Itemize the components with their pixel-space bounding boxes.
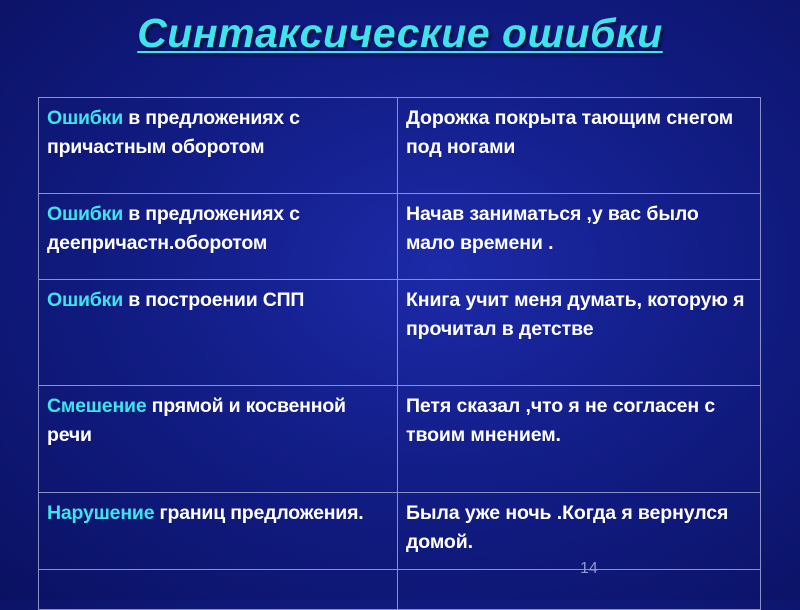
example-cell: Начав заниматься ,у вас было мало времени . <box>398 194 761 280</box>
example-cell: Была уже ночь .Когда я вернулся домой. <box>398 493 761 570</box>
error-type-cell <box>39 194 398 280</box>
example-cell: Дорожка покрыта тающим снегом под ногами <box>398 98 761 194</box>
table-row <box>39 570 761 610</box>
error-type-text: в построении СПП <box>123 289 305 311</box>
page-number: 14 <box>580 560 598 577</box>
error-type-cell <box>39 386 398 493</box>
example-cell: Книга учит меня думать, которую я прочитал в детстве <box>398 280 761 386</box>
table-row <box>39 280 761 386</box>
error-type-text: границ предложения. <box>154 502 364 524</box>
table-row <box>39 493 761 570</box>
error-type-keyword: Ошибки <box>47 289 124 311</box>
table-row <box>39 386 761 493</box>
table-row <box>39 98 761 194</box>
error-type-cell <box>39 570 398 610</box>
error-type-cell <box>39 493 398 570</box>
error-type-text: в предложениях с деепричастн.оборотом <box>47 203 300 254</box>
example-cell: Петя сказал ,что я не согласен с твоим мнением. <box>398 386 761 493</box>
error-type-keyword: Ошибки <box>47 107 124 129</box>
error-type-text: в предложениях с причастным оборотом <box>47 107 300 158</box>
table-row <box>39 194 761 280</box>
error-type-cell <box>39 280 398 386</box>
error-type-keyword: Нарушение <box>47 502 155 524</box>
example-cell <box>398 570 761 610</box>
error-type-keyword: Ошибки <box>47 203 124 225</box>
error-type-cell <box>39 98 398 194</box>
errors-table <box>38 97 761 610</box>
error-type-keyword: Смешение <box>47 395 147 417</box>
error-type-text: прямой и косвенной речи <box>47 395 346 446</box>
slide-title: Синтаксические ошибки <box>137 10 663 56</box>
